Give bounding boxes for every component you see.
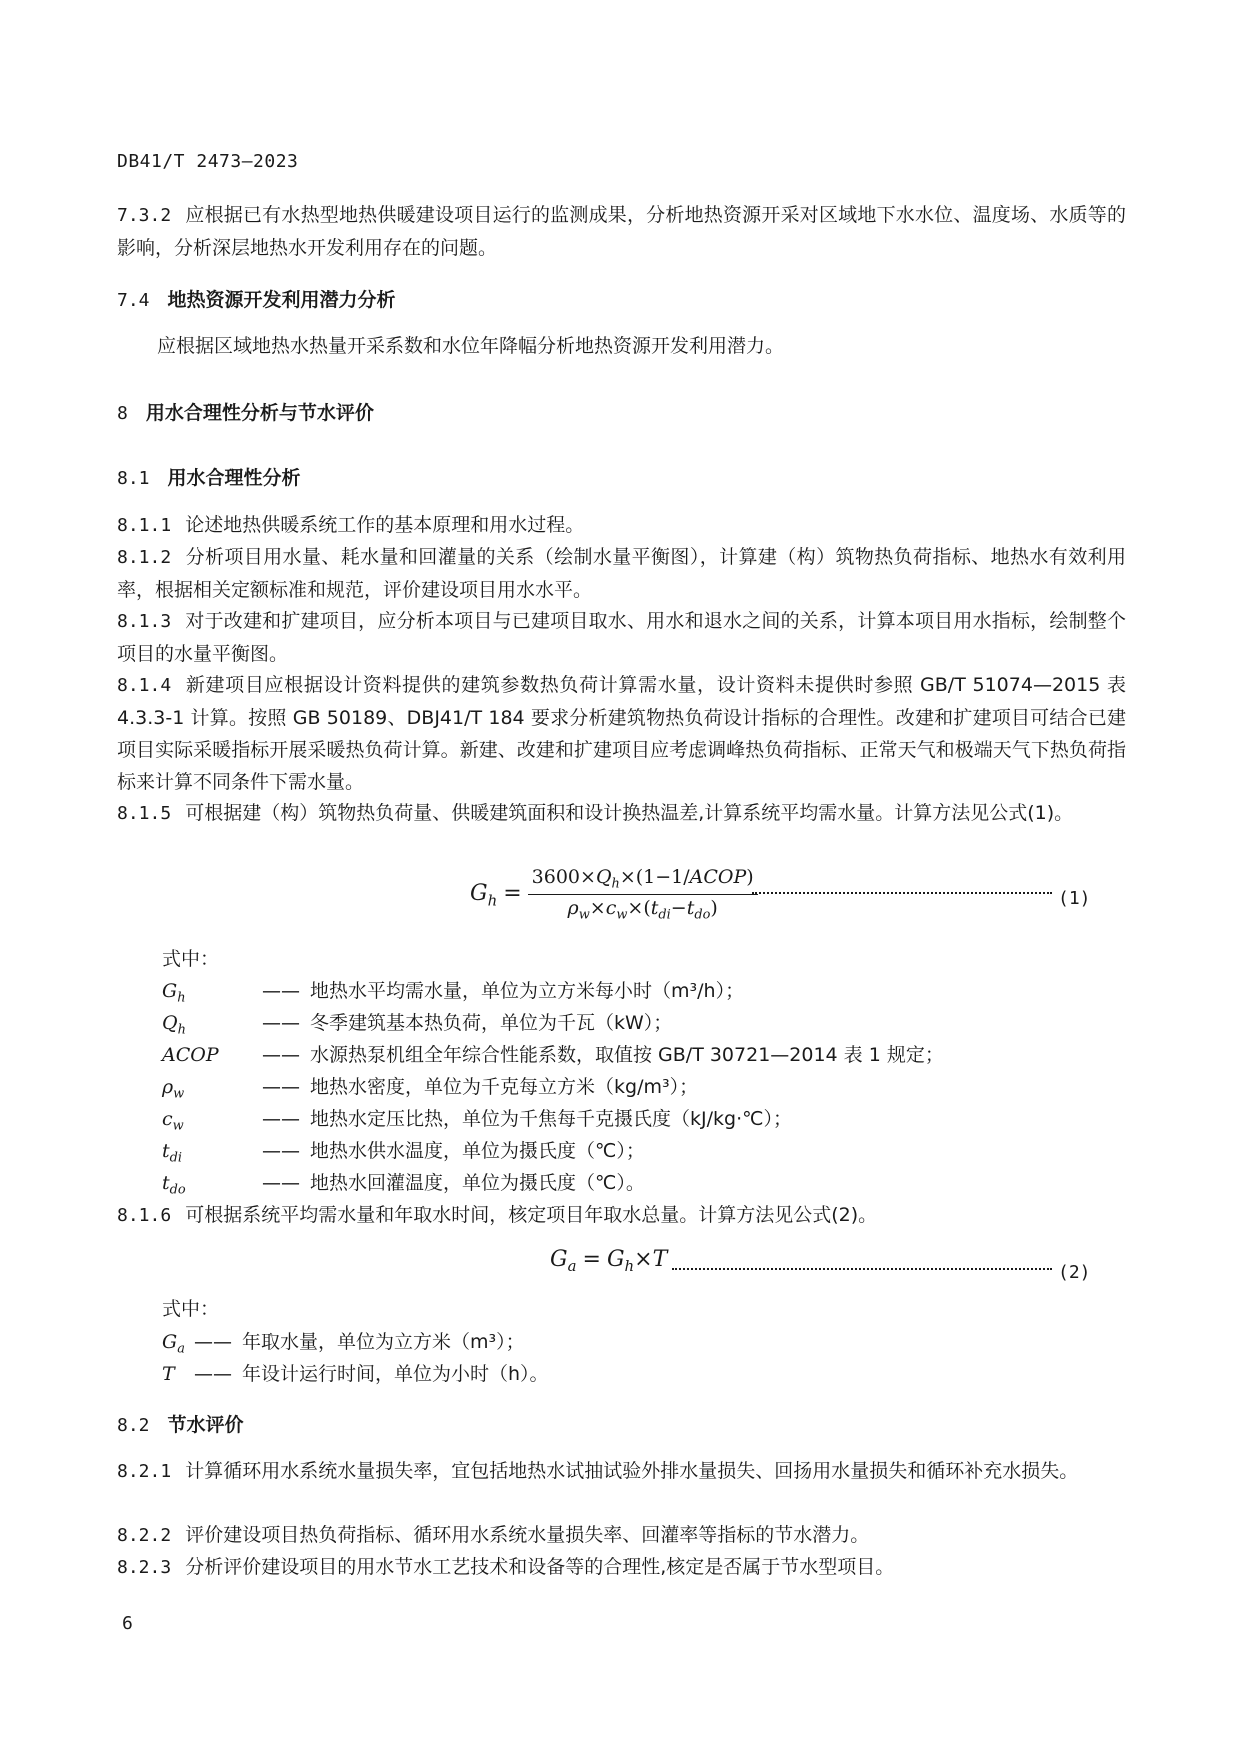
variable-tdo: $t_{do}$ —— 地热水回灌温度，单位为摄氏度（℃）。 — [162, 1172, 645, 1198]
clause-8-1-3 — [117, 605, 1126, 670]
clause-number: 8.1.5 — [117, 803, 172, 824]
variable-ga: $G_a$ —— 年取水量，单位为立方米（m³）； — [162, 1331, 525, 1357]
section-number: 8.2 — [117, 1415, 150, 1436]
clause-8-1-6 — [117, 1199, 1126, 1232]
variable-t: T —— 年设计运行时间，单位为小时（h）。 — [162, 1363, 549, 1385]
section-number: 7.4 — [117, 290, 150, 311]
clause-text: 可根据建（构）筑物热负荷量、供暖建筑面积和设计换热温差,计算系统平均需水量。计算方法见公式(1)。 — [185, 802, 1074, 824]
clause-8-2-1 — [117, 1455, 1126, 1488]
clause-7-4-body — [117, 330, 1166, 362]
section-title: 地热资源开发利用潜力分析 — [167, 289, 396, 311]
clause-text: 可根据系统平均需水量和年取水时间，核定项目年取水总量。计算方法见公式(2)。 — [185, 1204, 878, 1226]
leader-dots — [672, 1268, 1052, 1270]
section-number: 8.1 — [117, 468, 150, 489]
variable-qh: $Q_h$ —— 冬季建筑基本热负荷，单位为千瓦（kW）； — [162, 1012, 673, 1038]
clause-8-1-2 — [117, 541, 1126, 606]
section-heading-7-4 — [117, 285, 396, 312]
where-label: 式中： — [162, 1298, 220, 1320]
formula-1: $G_h$ = $\frac{3600\times Q_h\times(1-1/ACOP)}{\rho_w\times c_w\times(t_{di}-t_{do})}$ — [470, 866, 758, 922]
formula-2: $G_a = G_h\times T$ — [550, 1247, 668, 1276]
clause-text: 分析项目用水量、耗水量和回灌量的关系（绘制水量平衡图），计算建（构）筑物热负荷指标、地热水有效利用率，根据相关定额标准和规范，评价建设项目用水水平。 — [117, 546, 1126, 601]
clause-text: 分析评价建设项目的用水节水工艺技术和设备等的合理性,核定是否属于节水型项目。 — [185, 1556, 895, 1578]
clause-text: 应根据已有水热型地热供暖建设项目运行的监测成果，分析地热资源开采对区域地下水水位、温度场、水质等的影响，分析深层地热水开发利用存在的问题。 — [117, 204, 1126, 259]
clause-text: 论述地热供暖系统工作的基本原理和用水过程。 — [185, 514, 585, 536]
clause-7-3-2 — [117, 199, 1126, 264]
clause-text: 新建项目应根据设计资料提供的建筑参数热负荷计算需水量，设计资料未提供时参照 GB/T 51074—2015 表 4.3.3-1 计算。按照 GB 50189、DBJ41/T 184 要求分析建筑物热负荷设计指标的合理性。改建和扩建项目可结合已建项目实际采暖指标开展采暖热负荷计算。新建、改建和扩建项目应考虑调峰热负荷指标、正常天气和极端天气下热负荷指标来计算不同条件下需水量。 — [117, 674, 1126, 793]
leader-dots — [752, 892, 1052, 894]
section-title: 用水合理性分析 — [167, 467, 301, 489]
section-title: 节水评价 — [167, 1414, 244, 1436]
clause-8-2-2 — [117, 1519, 1126, 1552]
equation-number: (2) — [1058, 1262, 1091, 1283]
variable-tdi: $t_{di}$ —— 地热水供水温度，单位为摄氏度（℃）； — [162, 1140, 645, 1166]
clause-number: 8.2.2 — [117, 1525, 172, 1546]
clause-text: 评价建设项目热负荷指标、循环用水系统水量损失率、回灌率等指标的节水潜力。 — [185, 1524, 870, 1546]
clause-text: 应根据区域地热水热量开采系数和水位年降幅分析地热资源开发利用潜力。 — [157, 335, 785, 357]
clause-number: 8.1.4 — [117, 675, 172, 696]
variable-gh: $G_h$ —— 地热水平均需水量，单位为立方米每小时（m³/h）； — [162, 980, 745, 1006]
chapter-heading-8 — [117, 398, 374, 425]
clause-number: 8.1.2 — [117, 547, 172, 568]
where-label: 式中： — [162, 948, 220, 970]
variable-rho-w: $\rho_w$ —— 地热水密度，单位为千克每立方米（kg/m³）； — [162, 1076, 699, 1102]
clause-text: 计算循环用水系统水量损失率，宜包括地热水试抽试验外排水量损失、回扬用水量损失和循环补充水损失。 — [185, 1460, 1079, 1482]
equation-number: (1) — [1058, 888, 1091, 909]
clause-number: 8.2.1 — [117, 1461, 172, 1482]
clause-8-2-3 — [117, 1551, 1126, 1584]
clause-number: 8.1.6 — [117, 1205, 172, 1226]
variable-acop: ACOP —— 水源热泵机组全年综合性能系数，取值按 GB/T 30721—2014 表 1 规定； — [162, 1044, 944, 1066]
section-heading-8-1 — [117, 463, 301, 490]
clause-number: 8.2.3 — [117, 1557, 172, 1578]
standard-number: DB41/T 2473—2023 — [117, 151, 299, 172]
clause-text: 对于改建和扩建项目，应分析本项目与已建项目取水、用水和退水之间的关系，计算本项目用水指标，绘制整个项目的水量平衡图。 — [117, 610, 1126, 665]
clause-8-1-4 — [117, 669, 1126, 798]
page-number: 6 — [122, 1613, 133, 1634]
variable-cw: $c_w$ —— 地热水定压比热，单位为千焦每千克摄氏度（kJ/kg·℃）； — [162, 1108, 792, 1134]
chapter-number: 8 — [117, 403, 128, 424]
clause-number: 8.1.3 — [117, 611, 172, 632]
clause-8-1-1 — [117, 509, 1126, 542]
section-heading-8-2 — [117, 1410, 244, 1437]
clause-8-1-5 — [117, 797, 1126, 830]
clause-number: 7.3.2 — [117, 205, 172, 226]
chapter-title: 用水合理性分析与节水评价 — [145, 402, 374, 424]
clause-number: 8.1.1 — [117, 515, 172, 536]
